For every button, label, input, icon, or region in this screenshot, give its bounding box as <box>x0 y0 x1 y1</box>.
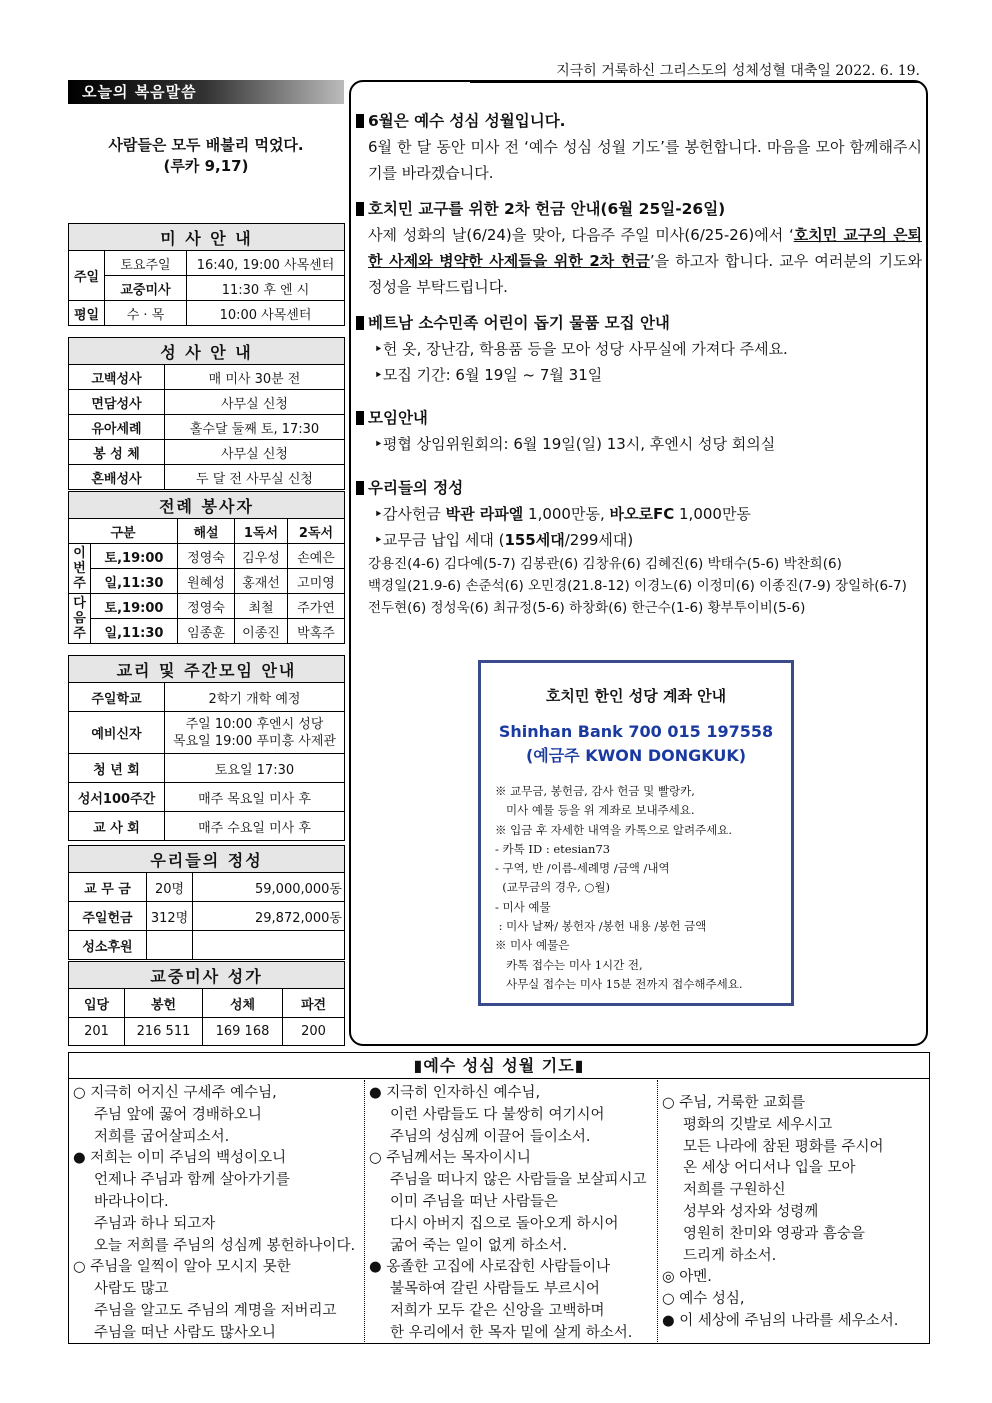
prayer-column-2 <box>365 1081 657 1347</box>
prayer-line: 굶어 죽는 일이 없게 하소서. <box>390 1237 568 1254</box>
offering-name: 주일헌금 <box>69 902 147 931</box>
bank-account-box <box>478 660 794 1006</box>
liturgy-servers-table <box>68 491 345 644</box>
notice-sacred-heart <box>356 108 922 186</box>
server-name: 이종진 <box>235 619 288 644</box>
prayer-line: 불목하여 갈린 사람들도 부르시어 <box>390 1281 600 1298</box>
sacrament-value: 두 달 전 사무실 신청 <box>165 465 345 490</box>
catechism-name: 예비신자 <box>69 712 165 754</box>
server-name: 손예은 <box>288 544 345 569</box>
catechism-name: 청 년 회 <box>69 754 165 783</box>
account-note: - 카톡 ID : etesian73 <box>495 841 611 856</box>
catechism-table <box>68 655 345 841</box>
sunday-label: 주일 <box>69 251 105 301</box>
notice-line: ‣평협 상임위원회의: 6월 19일(일) 13시, 후엔시 성당 회의실 <box>374 435 776 453</box>
account-holder: (예금주 KWON DONGKUK) <box>525 746 747 765</box>
catechism-value: 매주 목요일 미사 후 <box>165 783 345 812</box>
prayer-title: ▮예수 성심 성월 기도▮ <box>69 1053 929 1079</box>
mass-schedule-table <box>68 223 345 326</box>
weekday-time: 10:00 사목센터 <box>187 301 345 326</box>
hymn-number: 216 511 <box>125 1018 203 1046</box>
server-name: 임종훈 <box>178 619 235 644</box>
prayer-line: 다시 아버지 집으로 돌아오게 하시어 <box>390 1215 619 1232</box>
catechism-value-line: 목요일 19:00 푸미흥 사제관 <box>173 733 336 749</box>
server-name: 원혜성 <box>178 569 235 594</box>
sacrament-section-title: 성 사 안 내 <box>69 338 345 365</box>
notice-text: 1,000만동 <box>674 505 751 523</box>
account-title: 호치민 한인 성당 계좌 안내 <box>545 687 727 705</box>
server-name: 정영숙 <box>178 544 235 569</box>
prayer-line: 바라나이다. <box>94 1193 169 1210</box>
notice-title: 우리들의 정성 <box>368 479 464 497</box>
servers-header: 구분 <box>69 519 178 544</box>
gospel-verse <box>68 135 344 177</box>
server-name: 정영숙 <box>178 594 235 619</box>
server-time: 토,19:00 <box>91 594 178 619</box>
prayer-line: 사람도 많고 <box>94 1281 169 1298</box>
square-bullet-icon <box>356 316 364 330</box>
servers-header: 2독서 <box>288 519 345 544</box>
prayer-column-3 <box>658 1091 930 1335</box>
sacrament-name: 혼배성사 <box>69 465 165 490</box>
account-note: 사무실 접수는 미사 15분 전까지 접수해주세요. <box>495 976 743 991</box>
offering-amount: 29,872,000동 <box>193 902 345 931</box>
mass-section-title: 미 사 안 내 <box>69 224 345 251</box>
next-week-label: 다음주 <box>69 594 91 644</box>
account-note: - 미사 예물 <box>495 899 551 914</box>
hymn-number: 201 <box>69 1018 125 1046</box>
prayer-line: ○ 주님을 일찍이 알아 모시지 못한 <box>73 1259 291 1276</box>
server-name: 주가연 <box>288 594 345 619</box>
prayer-line: ○ 주님, 거룩한 교회를 <box>662 1095 806 1111</box>
prayer-line: 주님을 떠난 사람도 많사오니 <box>94 1324 276 1341</box>
notice-meeting <box>356 405 922 457</box>
prayer-line: 드리게 하소서. <box>683 1247 777 1264</box>
donor-name: 바오로FC <box>609 505 675 523</box>
notice-line: ‣헌 옷, 장난감, 학용품 등을 모아 성당 사무실에 가져다 주세요. <box>374 340 788 358</box>
this-week-label: 이번주 <box>69 544 91 594</box>
offering-count: 20명 <box>147 873 193 902</box>
notice-second-collection <box>356 196 922 300</box>
prayer-line: ● 지극히 인자하신 예수님, <box>369 1085 541 1101</box>
notice-donation-drive <box>356 310 922 388</box>
contributor-list: 전두현(6) 정성욱(6) 최규정(5-6) 하창화(6) 한근수(1-6) 황부투이비(5-6) <box>368 600 806 616</box>
offering-amount: 59,000,000동 <box>193 873 345 902</box>
catechism-value <box>165 712 345 754</box>
gospel-reference: (루카 9,17) <box>163 157 249 175</box>
notice-body <box>356 222 922 300</box>
catechism-value: 토요일 17:30 <box>165 754 345 783</box>
offering-section-title: 우리들의 정성 <box>69 846 345 873</box>
prayer-line: 오늘 저희를 주님의 성심께 봉헌하나이다. <box>94 1237 356 1254</box>
catechism-name: 성서100주간 <box>69 783 165 812</box>
bank-account-number: Shinhan Bank 700 015 197558 <box>498 722 774 741</box>
notice-line <box>356 501 922 527</box>
contributor-list: 백경일(21.9-6) 손준석(6) 오민경(21.8-12) 이경노(6) 이정미(6) 이종진(7-9) 장일하(6-7) <box>368 578 907 594</box>
sacrament-value: 매 미사 30분 전 <box>165 365 345 390</box>
prayer-box <box>68 1052 930 1344</box>
prayer-line: 영원히 찬미와 영광과 흠숭을 <box>683 1225 865 1242</box>
offering-count: 312명 <box>147 902 193 931</box>
square-bullet-icon <box>356 481 364 495</box>
notice-text: /299세대) <box>564 531 634 549</box>
main-mass-label: 교중미사 <box>105 276 187 301</box>
weekday-days: 수 · 목 <box>105 301 187 326</box>
account-note: ※ 미사 예물은 <box>495 938 570 953</box>
sat-mass-time: 16:40, 19:00 사목센터 <box>187 251 345 276</box>
notice-body: 6월 한 달 동안 미사 전 ‘예수 성심 성월 기도’를 봉헌합니다. 마음을 모아 함께해주시기를 바라겠습니다. <box>368 138 922 182</box>
sacrament-value: 홀수달 둘째 토, 17:30 <box>165 415 345 440</box>
account-note: : 미사 날짜/ 봉헌자 /봉헌 내용 /봉헌 금액 <box>495 919 707 934</box>
server-time: 일,11:30 <box>91 619 178 644</box>
prayer-line: ● 이 세상에 주님의 나라를 세우소서. <box>662 1312 899 1329</box>
contributor-list: 강용진(4-6) 김다예(5-7) 김봉관(6) 김창유(6) 김혜진(6) 박태수(5-6) 박찬희(6) <box>368 556 842 572</box>
gospel-label: 오늘의 복음말씀 <box>68 80 344 104</box>
catechism-section-title: 교리 및 주간모임 안내 <box>69 656 345 683</box>
server-name: 홍재선 <box>235 569 288 594</box>
prayer-line: 저희를 구원하신 <box>683 1182 786 1199</box>
notice-line <box>356 527 922 553</box>
offering-name: 교 무 금 <box>69 873 147 902</box>
prayer-line: 주님을 알고도 주님의 계명을 저버리고 <box>94 1302 337 1319</box>
prayer-line: 이런 사람들도 다 불쌍히 여기시어 <box>390 1106 605 1123</box>
prayer-line: 성부와 성자와 성령께 <box>683 1203 819 1220</box>
hymn-number: 169 168 <box>203 1018 283 1046</box>
notice-text: ‣교무금 납입 세대 ( <box>374 531 505 549</box>
notice-offerings <box>356 475 922 619</box>
account-notes <box>495 782 777 994</box>
prayer-line: 주님 앞에 꿇어 경배하오니 <box>94 1106 262 1123</box>
account-note: 카톡 접수는 미사 1시간 전, <box>495 957 643 972</box>
sacrament-table <box>68 337 345 490</box>
hymn-header: 입당 <box>69 989 125 1018</box>
bulletin-date-header: 지극히 거룩하신 그리스도의 성체성혈 대축일 2022. 6. 19. <box>470 60 920 83</box>
hymn-header: 파견 <box>283 989 345 1018</box>
prayer-line: 모든 나라에 참된 평화를 주시어 <box>683 1138 884 1155</box>
square-bullet-icon <box>356 114 364 128</box>
servers-header: 해설 <box>178 519 235 544</box>
sat-mass-label: 토요주일 <box>105 251 187 276</box>
prayer-line: 주님을 떠나지 않은 사람들을 보살피시고 <box>390 1172 647 1189</box>
server-time: 토,19:00 <box>91 544 178 569</box>
hymn-number: 200 <box>283 1018 345 1046</box>
account-note: ※ 입금 후 자세한 내역을 카톡으로 알려주세요. <box>495 822 733 837</box>
prayer-line: 저희를 굽어살피소서. <box>94 1128 230 1145</box>
notice-text: ’을 하고자 합니다. 교우 여러분의 기도와 정성을 부탁드립니다. <box>368 252 922 296</box>
square-bullet-icon <box>356 202 364 216</box>
square-bullet-icon <box>356 411 364 425</box>
sacrament-name: 봉 성 체 <box>69 440 165 465</box>
prayer-line: ◎ 아멘. <box>662 1269 712 1286</box>
catechism-value: 매주 수요일 미사 후 <box>165 812 345 841</box>
notice-underlined-text: 호치민 교구의 은퇴한 사제와 병약한 사제들을 위한 2차 헌금 <box>368 226 922 270</box>
offering-count <box>147 931 193 960</box>
offering-amount <box>193 931 345 960</box>
catechism-name: 교 사 회 <box>69 812 165 841</box>
prayer-column-1 <box>69 1081 364 1347</box>
servers-section-title: 전례 봉사자 <box>69 492 345 519</box>
server-name: 박혹주 <box>288 619 345 644</box>
prayer-line: 주님과 하나 되고자 <box>94 1215 216 1232</box>
account-note: (교무금의 경우, ○월) <box>495 880 611 895</box>
prayer-line: 온 세상 어디서나 입을 모아 <box>683 1160 856 1177</box>
sacrament-name: 유아세례 <box>69 415 165 440</box>
notice-text: 1,000만동, <box>523 505 610 523</box>
hymn-header: 봉헌 <box>125 989 203 1018</box>
notice-text: 사제 성화의 날(6/24)을 맞아, 다음주 주일 미사(6/25-26)에서 ‘ <box>368 226 794 244</box>
gospel-text: 사람들은 모두 배불리 먹었다. <box>108 136 304 154</box>
account-note: 미사 예물 등을 위 계좌로 보내주세요. <box>495 803 695 818</box>
servers-header: 1독서 <box>235 519 288 544</box>
server-time: 일,11:30 <box>91 569 178 594</box>
main-mass-time: 11:30 후 엔 시 <box>187 276 345 301</box>
notice-title: 호치민 교구를 위한 2차 헌금 안내(6월 25일-26일) <box>368 200 726 218</box>
notice-line: ‣모집 기간: 6월 19일 ~ 7월 31일 <box>374 366 603 384</box>
account-number <box>495 720 777 768</box>
prayer-line: ○ 지극히 어지신 구세주 예수님, <box>73 1085 277 1101</box>
notice-text: ‣감사헌금 <box>374 505 446 523</box>
offering-table <box>68 845 345 960</box>
server-name: 고미영 <box>288 569 345 594</box>
catechism-name: 주일학교 <box>69 683 165 712</box>
catechism-value-line: 주일 10:00 후엔시 성당 <box>185 716 324 732</box>
account-note: - 구역, 반 /이름-세례명 /금액 /내역 <box>495 861 670 876</box>
prayer-line: ○ 주님께서는 목자이시니 <box>369 1150 531 1167</box>
prayer-line: 언제나 주님과 함께 살아가기를 <box>94 1172 290 1189</box>
sacrament-name: 면담성사 <box>69 390 165 415</box>
server-name: 김우성 <box>235 544 288 569</box>
notice-title: 6월은 예수 성심 성월입니다. <box>368 112 566 130</box>
hymn-section-title: 교중미사 성가 <box>69 962 345 989</box>
notice-title: 모임안내 <box>368 409 428 427</box>
weekday-label: 평일 <box>69 301 105 326</box>
prayer-line: 한 우리에서 한 목자 밑에 살게 하소서. <box>390 1324 633 1341</box>
sacrament-value: 사무실 신청 <box>165 390 345 415</box>
hymn-header: 성체 <box>203 989 283 1018</box>
prayer-line: 이미 주님을 떠난 사람들은 <box>390 1193 558 1210</box>
server-name: 최철 <box>235 594 288 619</box>
account-note: ※ 교무금, 봉헌금, 감사 헌금 및 빨랑카, <box>495 784 695 798</box>
household-count: 155세대 <box>504 531 565 549</box>
prayer-line: ● 저희는 이미 주님의 백성이오니 <box>73 1150 287 1167</box>
sacrament-value: 사무실 신청 <box>165 440 345 465</box>
sacrament-name: 고백성사 <box>69 365 165 390</box>
prayer-line: ○ 예수 성심, <box>662 1291 745 1308</box>
prayer-line: ● 옹졸한 고집에 사로잡힌 사람들이나 <box>369 1259 611 1276</box>
offering-name: 성소후원 <box>69 931 147 960</box>
prayer-line: 주님의 성심께 이끌어 들이소서. <box>390 1128 591 1145</box>
prayer-line: 평화의 깃발로 세우시고 <box>683 1116 833 1133</box>
catechism-value: 2학기 개학 예정 <box>165 683 345 712</box>
donor-name: 박관 라파엘 <box>445 505 524 523</box>
notice-title: 베트남 소수민족 어린이 돕기 물품 모집 안내 <box>368 314 670 332</box>
prayer-line: 저희가 모두 같은 신앙을 고백하며 <box>390 1302 605 1319</box>
hymn-table <box>68 961 345 1046</box>
